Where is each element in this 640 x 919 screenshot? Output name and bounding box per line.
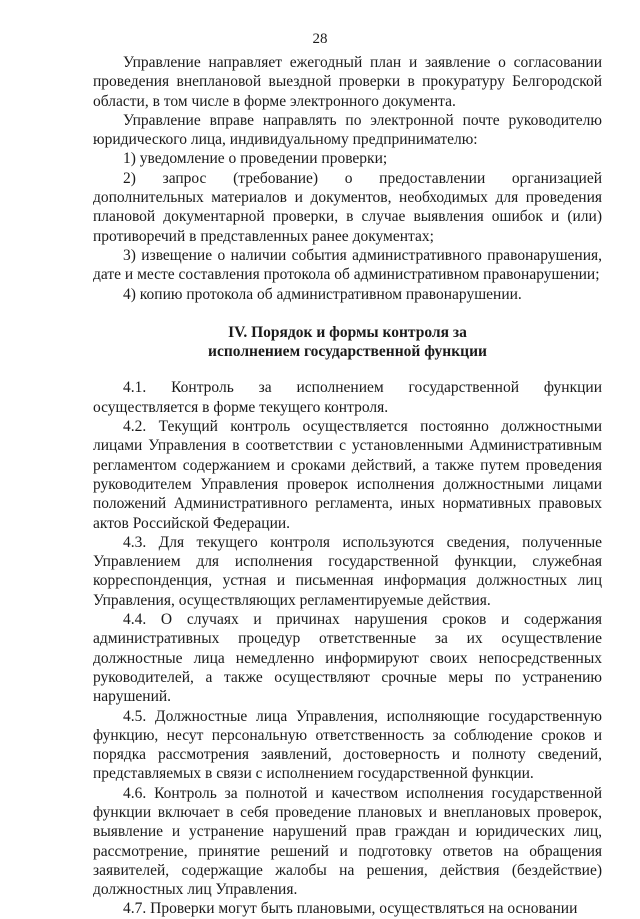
list-item-protocol-copy: 4) копию протокола об административном правонарушении. [123, 285, 522, 303]
list-item-request: 2) запрос (требование) о предоставлении организацией дополнительных материалов и документов, необходимых для проведения плановой документарной проверки, в случае выявления ошибок и (или) противоречий в представленных ранее документах; [93, 169, 602, 245]
list-item-notice: 3) извещение о наличии события административного правонарушения, дате и месте составления протокола об административном правонарушении; [93, 246, 602, 284]
paragraph-4-7: 4.7. Проверки могут быть плановыми, осуществляться на основании [123, 900, 578, 918]
paragraph-4-6: 4.6. Контроль за полнотой и качеством исполнения государственной функции включает в себя проведение плановых и внеплановых проверок, выявление и устранение нарушений прав граждан и юридических лиц, рассмотрение, принятие решений и подготовку ответов на обращения заявителей, содержащие жалобы на решения, действия (бездействие) должностных лиц Управления. [93, 784, 602, 899]
paragraph-plan-submission: Управление направляет ежегодный план и заявление о согласовании проведения внеплановой выездной проверки в прокуратуру Белгородской области, в том числе в форме электронного документа. [93, 54, 602, 110]
paragraph-4-5: 4.5. Должностные лица Управления, исполняющие государственную функцию, несут персональную ответственность за соблюдение сроков и порядка рассмотрения заявлений, достоверность и полноту сведений, представляемых в связи с исполнением государственной функции. [93, 707, 602, 783]
paragraph-email-rights: Управление вправе направлять по электронной почте руководителю юридического лица, индивидуальному предпринимателю: [93, 111, 602, 149]
section-heading [93, 323, 602, 362]
paragraph-4-4: 4.4. О случаях и причинах нарушения сроков и содержания административных процедур ответственные за их осуществление должностные лица немедленно информируют своих непосредственных руководителей, а также осуществляют срочные меры по устранению нарушений. [93, 611, 602, 706]
section-heading-line-1: IV. Порядок и формы контроля за [228, 323, 467, 341]
paragraph-4-3: 4.3. Для текущего контроля используются сведения, полученные Управлением для исполнения государственной функции, служебная корреспонденция, устная и письменная информация должностных лиц Управления, осуществляющих регламентируемые действия. [93, 533, 602, 609]
paragraph-4-1: 4.1. Контроль за исполнением государственной функции осуществляется в форме текущего контроля. [93, 379, 602, 416]
list-item-notification: 1) уведомление о проведении проверки; [123, 150, 388, 168]
page-body [93, 53, 602, 919]
paragraph-4-2: 4.2. Текущий контроль осуществляется постоянно должностными лицами Управления в соответствии с установленными Административным регламентом содержанием и сроками действий, а также путем проведения руководителем Управления проверок исполнения должностными лицами положений Административного регламента, иных нормативных правовых актов Российской Федерации. [93, 418, 602, 532]
page-number: 28 [312, 31, 328, 47]
section-heading-line-2: исполнением государственной функции [208, 343, 487, 361]
